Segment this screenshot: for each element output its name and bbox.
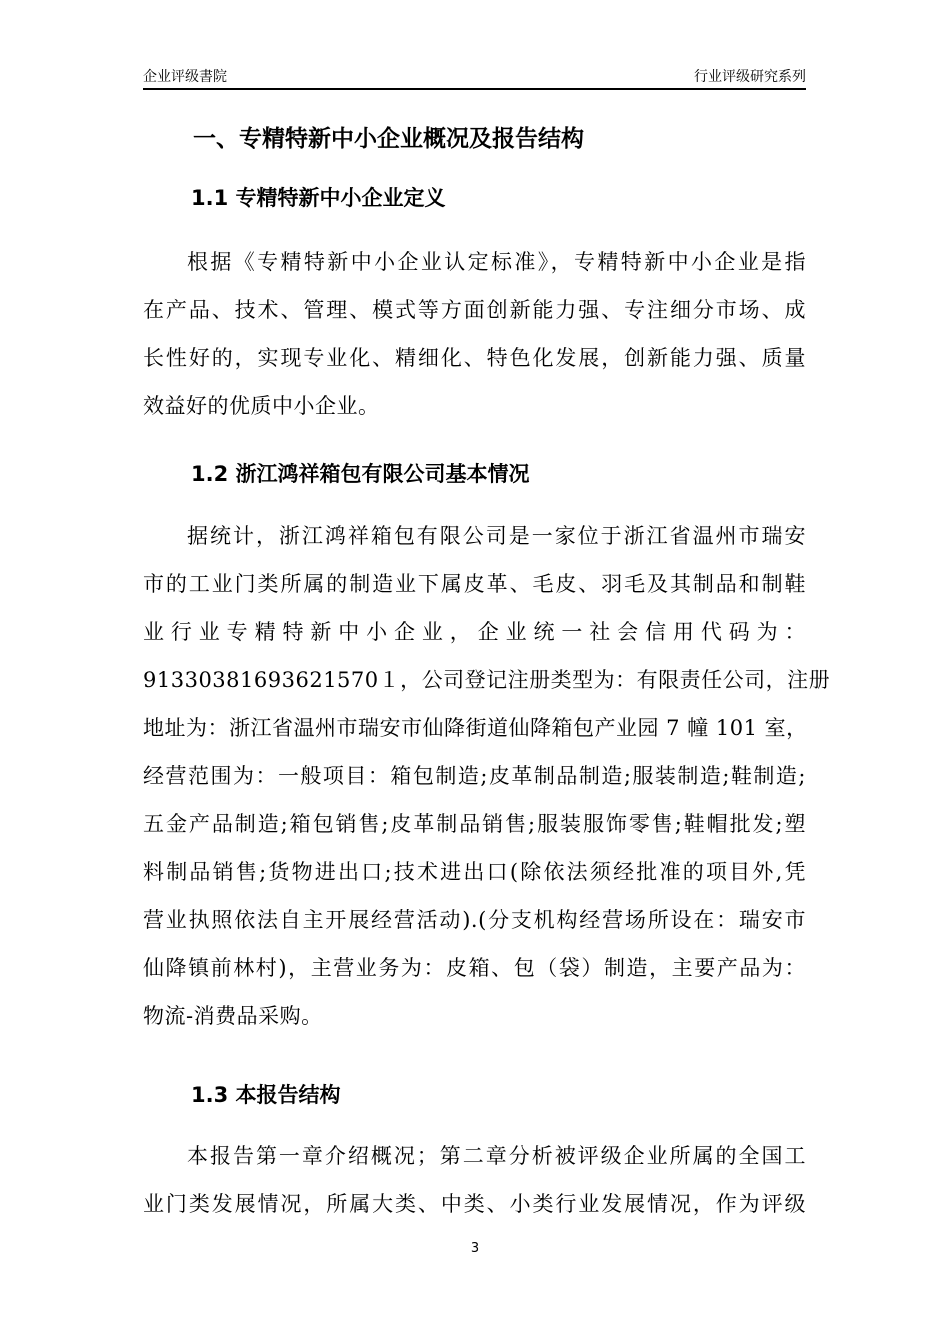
chapter-title: 一、专精特新中小企业概况及报告结构 [193,126,584,152]
paragraph-line: 根据《专精特新中小企业认定标准》，专精特新中小企业是指 [187,250,806,274]
paragraph-line: 经营范围为：一般项目：箱包制造;皮革制品制造;服装制造;鞋制造; [143,764,806,788]
paragraph-line: 市的工业门类所属的制造业下属皮革、毛皮、羽毛及其制品和制鞋 [143,572,806,596]
paragraph-line: 效益好的优质中小企业。 [143,394,380,418]
paragraph-line: 据统计，浙江鸿祥箱包有限公司是一家位于浙江省温州市瑞安 [187,524,806,548]
section-heading-1-2: 1.2 浙江鸿祥箱包有限公司基本情况 [191,462,530,486]
paragraph-line: 地址为：浙江省温州市瑞安市仙降街道仙降箱包产业园 7 幢 101 室， [143,716,808,740]
section-heading-1-3: 1.3 本报告结构 [191,1083,341,1107]
header-series: 行业评级研究系列 [694,69,806,85]
paragraph-line: 长性好的，实现专业化、精细化、特色化发展，创新能力强、质量 [143,346,806,370]
section-1-3-paragraph [143,1132,806,1228]
paragraph-line: 营业执照依法自主开展经营活动).(分支机构经营场所设在：瑞安市 [143,908,806,932]
paragraph-line: 物流-消费品采购。 [143,1004,323,1028]
section-1-1-paragraph [143,238,806,430]
paragraph-line: 仙降镇前林村)，主营业务为：皮箱、包（袋）制造，主要产品为： [143,956,806,980]
paragraph-line: 本报告第一章介绍概况；第二章分析被评级企业所属的全国工 [187,1144,806,1168]
paragraph-line: 业门类发展情况，所属大类、中类、小类行业发展情况，作为评级 [143,1192,806,1216]
paragraph-line: 料制品销售;货物进出口;技术进出口(除依法须经批准的项目外,凭 [143,860,806,884]
header-publisher: 企业评级書院 [143,69,227,85]
paragraph-line: 业行业专精特新中小企业，企业统一社会信用代码为： [143,620,806,644]
page-number: 3 [470,1241,480,1256]
paragraph-line: 91330381693621570１，公司登记注册类型为：有限责任公司，注册 [143,668,831,692]
paragraph-line: 在产品、技术、管理、模式等方面创新能力强、专注细分市场、成 [143,298,806,322]
page-header [143,66,806,90]
paragraph-line: 五金产品制造;箱包销售;皮革制品销售;服装服饰零售;鞋帽批发;塑 [143,812,806,836]
section-1-2-paragraph [143,512,831,1040]
section-heading-1-1: 1.1 专精特新中小企业定义 [191,186,446,210]
